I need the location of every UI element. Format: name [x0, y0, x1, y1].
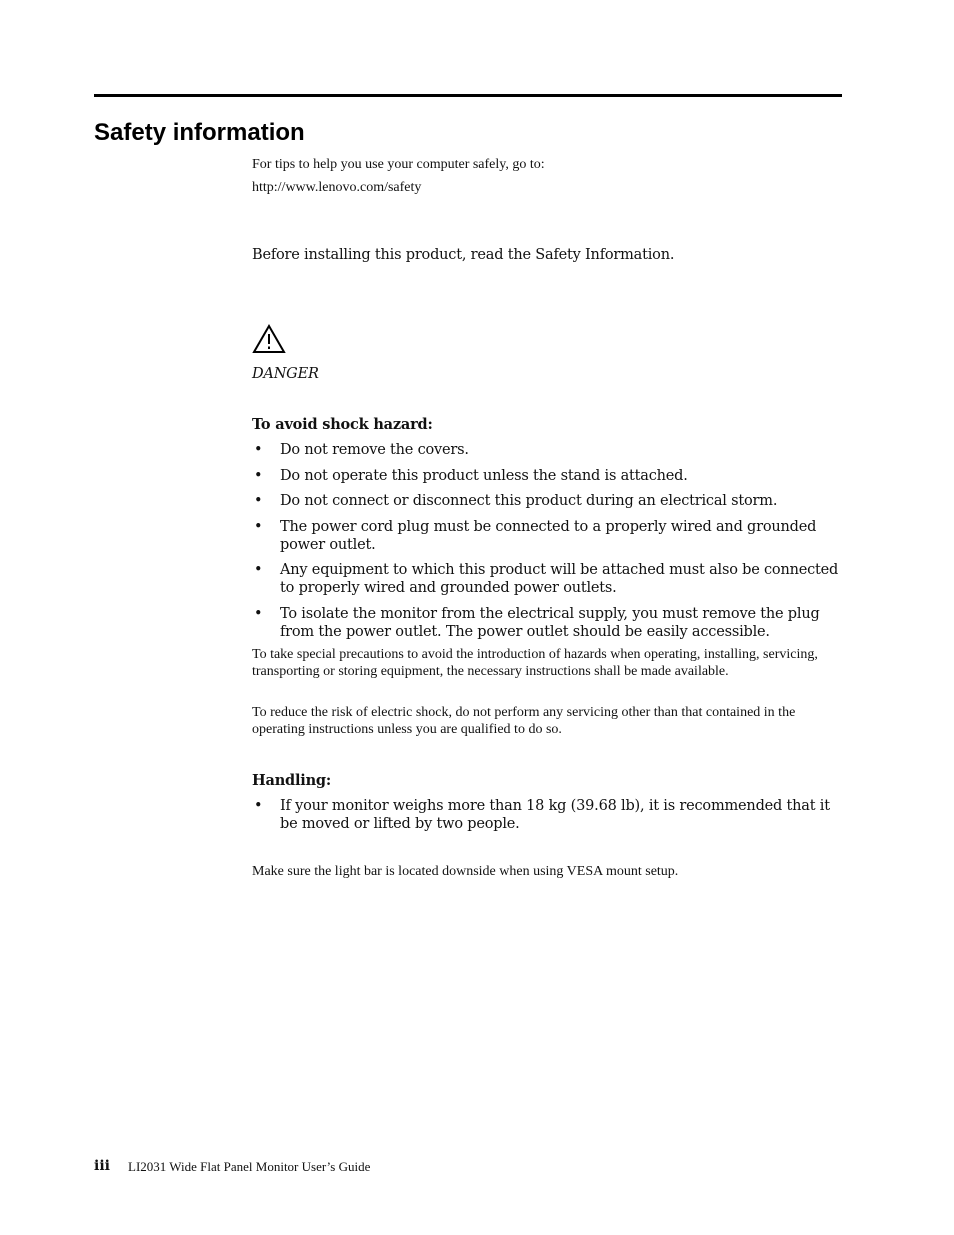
footer-guide-title: LI2031 Wide Flat Panel Monitor User’s Guide: [128, 1159, 371, 1174]
warning-triangle-icon: [252, 324, 286, 354]
list-item: [252, 467, 844, 485]
list-item-text: Do not connect or disconnect this product during an electrical storm.: [280, 493, 778, 509]
bullet-dot: •: [254, 519, 263, 535]
bullet-dot: •: [254, 493, 263, 509]
bullet-dot: •: [254, 468, 263, 484]
top-rule: [94, 94, 842, 97]
list-item: [252, 797, 832, 833]
list-item: [252, 441, 844, 459]
handling-heading: Handling:: [252, 772, 332, 789]
list-item: [252, 605, 844, 641]
list-item-text: The power cord plug must be connected to a properly wired and grounded power outlet.: [280, 519, 817, 553]
safety-url-link[interactable]: http://www.lenovo.com/safety: [252, 180, 422, 195]
list-item-text: Do not remove the covers.: [280, 442, 469, 458]
shock-hazard-heading: To avoid shock hazard:: [252, 416, 433, 433]
list-item-text: If your monitor weighs more than 18 kg (39.68 lb), it is recommended that it be moved or lifted by two people.: [280, 798, 830, 832]
footer-page-number: iii: [94, 1158, 110, 1174]
precautions-paragraph: To take special precautions to avoid the introduction of hazards when operating, installing, servicing, transporting or storing equipment, the necessary instructions shall be made available.: [252, 647, 818, 679]
list-item: [252, 518, 844, 554]
servicing-paragraph: To reduce the risk of electric shock, do not perform any servicing other than that contained in the operating instructions unless you are qualified to do so.: [252, 705, 796, 737]
danger-label: DANGER: [252, 366, 319, 382]
bullet-dot: •: [254, 606, 263, 622]
intro-text: For tips to help you use your computer safely, go to:: [252, 157, 545, 172]
list-item-text: To isolate the monitor from the electrical supply, you must remove the plug from the power outlet. The power outlet should be easily accessible.: [280, 606, 820, 640]
shock-hazard-list: [252, 441, 844, 641]
list-item-text: Any equipment to which this product will be attached must also be connected to properly wired and grounded power outlets.: [280, 562, 839, 596]
vesa-mount-note: Make sure the light bar is located downside when using VESA mount setup.: [252, 864, 679, 879]
list-item: [252, 561, 844, 597]
handling-list: [252, 797, 832, 833]
bullet-dot: •: [254, 442, 263, 458]
list-item-text: Do not operate this product unless the stand is attached.: [280, 468, 688, 484]
bullet-dot: •: [254, 798, 263, 814]
bullet-dot: •: [254, 562, 263, 578]
list-item: [252, 492, 844, 510]
before-installing-text: Before installing this product, read the Safety Information.: [252, 247, 675, 263]
page-title: Safety information: [94, 119, 305, 146]
